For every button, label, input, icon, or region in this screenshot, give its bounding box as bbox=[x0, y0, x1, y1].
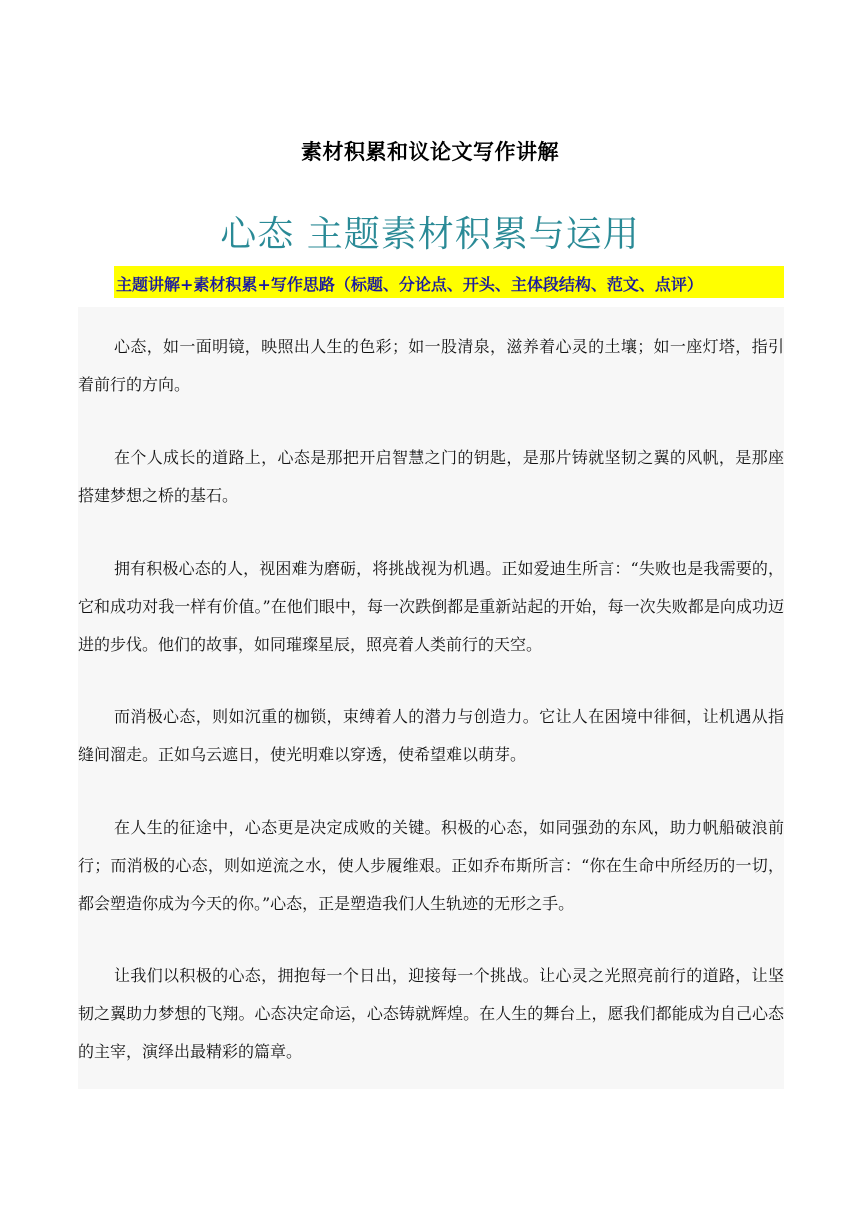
paragraph: 在个人成长的道路上，心态是那把开启智慧之门的钥匙，是那片铸就坚韧之翼的风帆，是那座搭建梦想之桥的基石。 bbox=[78, 448, 784, 505]
subtitle-highlight bbox=[114, 266, 784, 298]
body-text-block bbox=[78, 307, 784, 1089]
paragraph: 拥有积极心态的人，视困难为磨砺，将挑战视为机遇。正如爱迪生所言：“失败也是我需要的，它和成功对我一样有价值。”在他们眼中，每一次跌倒都是重新站起的开始，每一次失败都是向成功迈进的步伐。他们的故事，如同璀璨星辰，照亮着人类前行的天空。 bbox=[78, 559, 784, 654]
paragraph: 而消极心态，则如沉重的枷锁，束缚着人的潜力与创造力。它让人在困境中徘徊，让机遇从指缝间溜走。正如乌云遮日，使光明难以穿透，使希望难以萌芽。 bbox=[78, 707, 784, 764]
paragraph: 在人生的征途中，心态更是决定成败的关键。积极的心态，如同强劲的东风，助力帆船破浪前行；而消极的心态，则如逆流之水，使人步履维艰。正如乔布斯所言：“你在生命中所经历的一切，都会塑造你成为今天的你。”心态，正是塑造我们人生轨迹的无形之手。 bbox=[78, 818, 784, 913]
topic-title: 心态 主题素材积累与运用 bbox=[220, 214, 640, 255]
paragraph: 心态，如一面明镜，映照出人生的色彩；如一股清泉，滋养着心灵的土壤；如一座灯塔，指引着前行的方向。 bbox=[78, 337, 784, 394]
paragraph: 让我们以积极的心态，拥抱每一个日出，迎接每一个挑战。让心灵之光照亮前行的道路，让坚韧之翼助力梦想的飞翔。心态决定命运，心态铸就辉煌。在人生的舞台上，愿我们都能成为自己心态的主宰，演绎出最精彩的篇章。 bbox=[78, 966, 784, 1061]
subtitle-text: 主题讲解+素材积累+写作思路（标题、分论点、开头、主体段结构、范文、点评） bbox=[116, 275, 703, 294]
document-title: 素材积累和议论文写作讲解 bbox=[301, 139, 559, 164]
